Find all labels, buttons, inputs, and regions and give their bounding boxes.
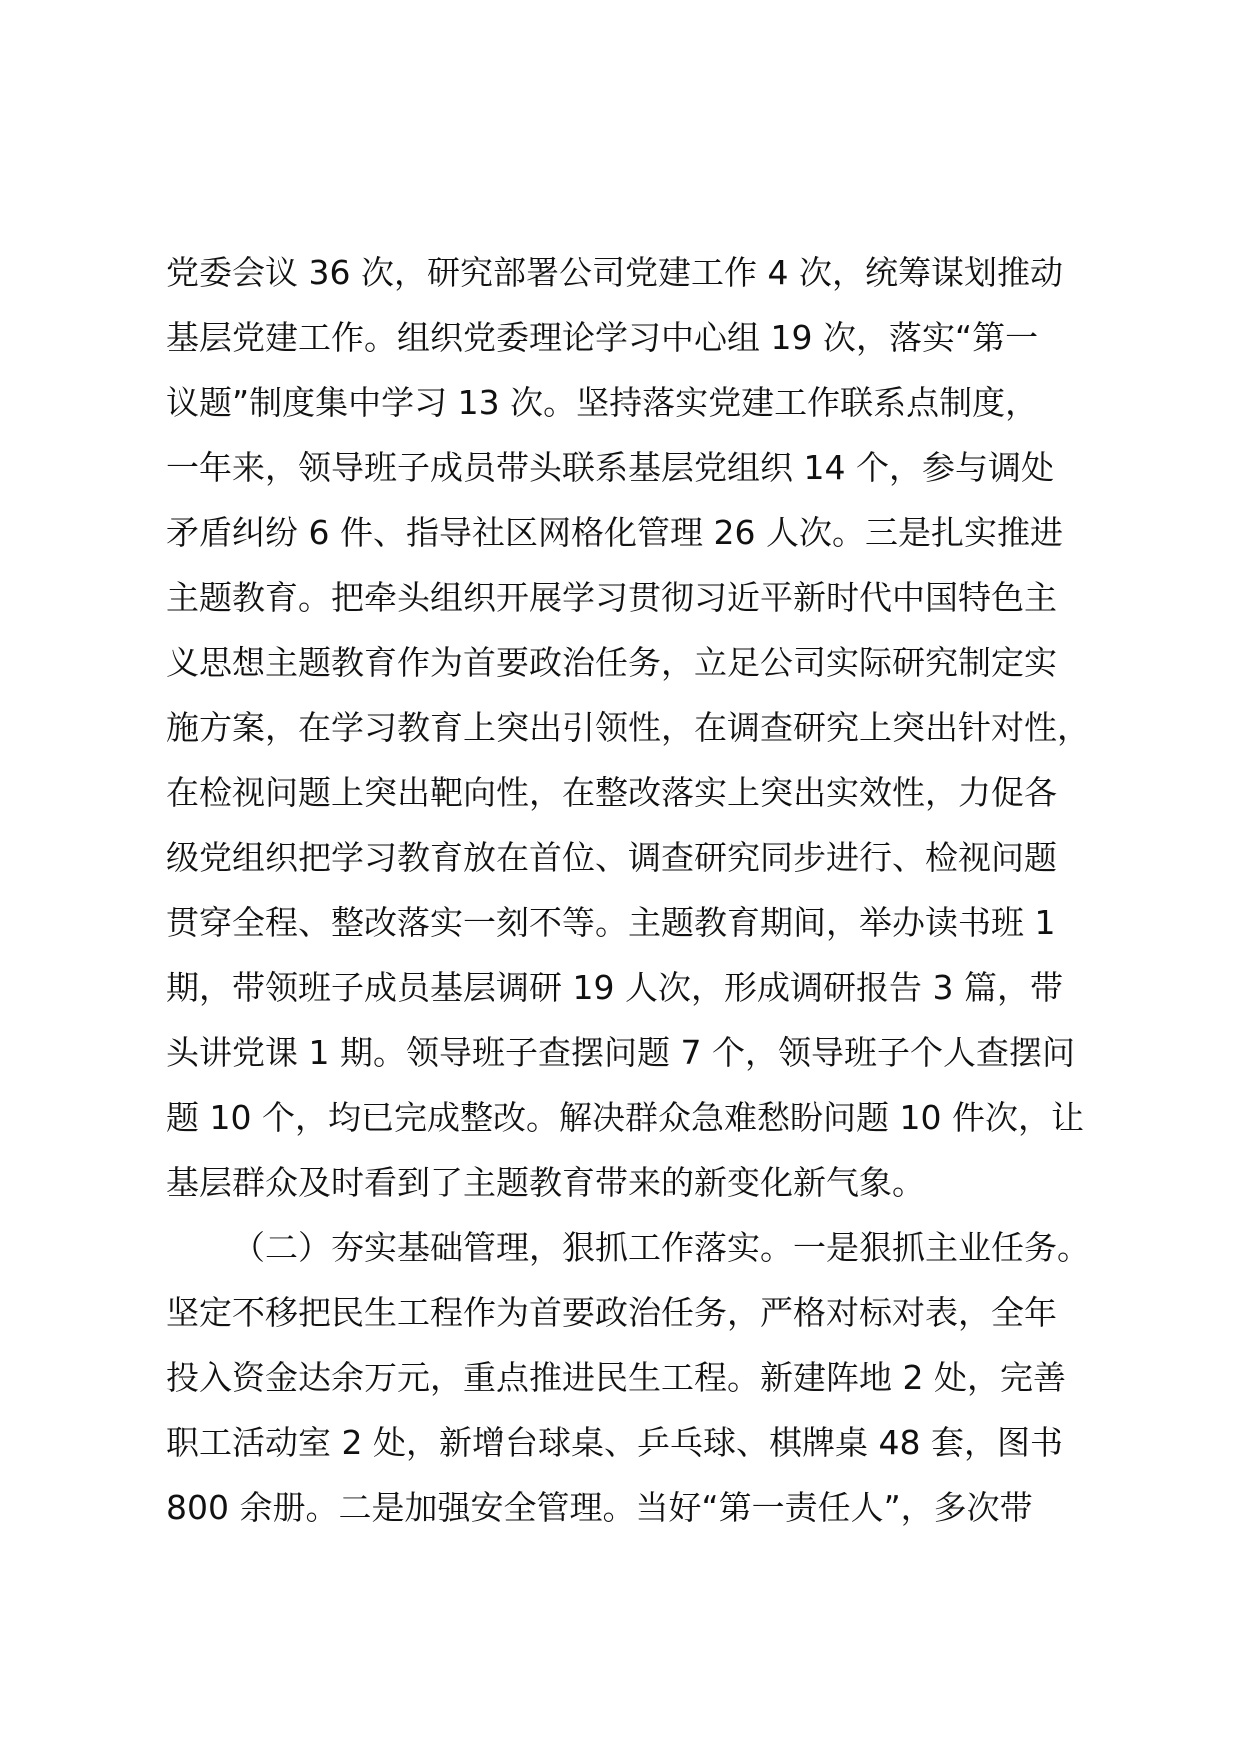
text-line: 施方案，在学习教育上突出引领性，在调查研究上突出针对性， [166, 708, 1090, 747]
text-line: 坚定不移把民生工程作为首要政治任务，严格对标对表，全年 [166, 1293, 1057, 1332]
text-line: 议题”制度集中学习 13 次。坚持落实党建工作联系点制度， [166, 383, 1039, 422]
text-line: 矛盾纠纷 6 件、指导社区网格化管理 26 人次。三是扎实推进 [166, 513, 1063, 552]
text-line: 党委会议 36 次，研究部署公司党建工作 4 次，统筹谋划推动 [166, 253, 1063, 292]
text-line: 在检视问题上突出靶向性，在整改落实上突出实效性，力促各 [166, 773, 1057, 812]
text-line: 期，带领班子成员基层调研 19 人次，形成调研报告 3 篇，带 [166, 968, 1063, 1007]
text-line: 投入资金达余万元，重点推进民生工程。新建阵地 2 处，完善 [166, 1358, 1066, 1397]
text-line: 头讲党课 1 期。领导班子查摆问题 7 个，领导班子个人查摆问 [166, 1033, 1075, 1072]
text-line: 职工活动室 2 处，新增台球桌、乒乓球、棋牌桌 48 套，图书 [166, 1423, 1063, 1462]
text-line: 800 余册。二是加强安全管理。当好“第一责任人”，多次带 [166, 1488, 1033, 1527]
body-text [166, 240, 1126, 1540]
text-line: 级党组织把学习教育放在首位、调查研究同步进行、检视问题 [166, 838, 1057, 877]
text-line: 义思想主题教育作为首要政治任务，立足公司实际研究制定实 [166, 643, 1057, 682]
text-line: 一年来，领导班子成员带头联系基层党组织 14 个，参与调处 [166, 448, 1054, 487]
text-line: 贯穿全程、整改落实一刻不等。主题教育期间，举办读书班 1 [166, 903, 1056, 942]
text-line: 基层党建工作。组织党委理论学习中心组 19 次，落实“第一 [166, 318, 1039, 357]
section-heading-line: （二）夯实基础管理，狠抓工作落实。一是狠抓主业任务。 [232, 1228, 1090, 1267]
text-line: 主题教育。把牵头组织开展学习贯彻习近平新时代中国特色主 [166, 578, 1057, 617]
text-line: 题 10 个，均已完成整改。解决群众急难愁盼问题 10 件次，让 [166, 1098, 1084, 1137]
text-line: 基层群众及时看到了主题教育带来的新变化新气象。 [166, 1163, 925, 1202]
